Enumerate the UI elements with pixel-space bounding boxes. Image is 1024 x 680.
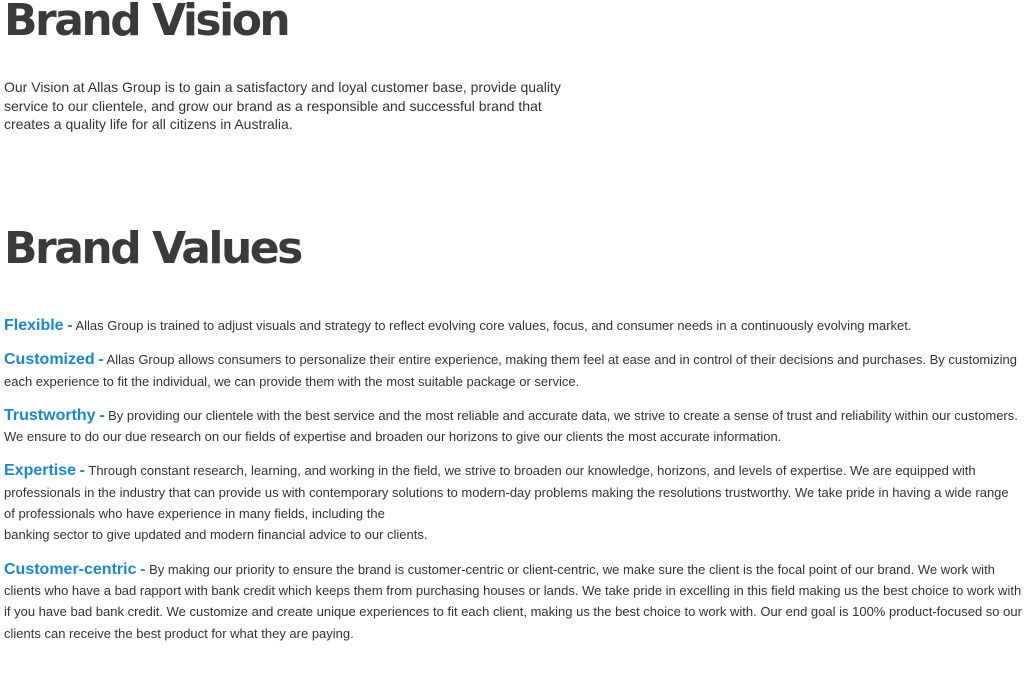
value-text: Through constant research, learning, and working in the field, we strive to broaden our knowledge, horizons, and levels of expertise. We are equipped with professionals in the industry that can provide us with contemporary solutions to modern-day problems making the resolutions trustworthy. We take pride in having a wide range of professionals who have experience in many fields, including the [4, 463, 1009, 522]
value-name: Customer-centric [4, 560, 137, 578]
value-name: Flexible [4, 317, 64, 334]
brand-vision-heading: Brand Vision [4, 0, 289, 46]
value-name: Expertise [4, 462, 77, 480]
value-dash: - [99, 406, 105, 424]
brand-vision-text: Our Vision at Allas Group is to gain a satisfactory and loyal customer base, provide quality service to our clientele, and grow our brand as a responsible and successful brand that creates a quality life for all citizens in Australia. [4, 79, 561, 132]
value-item-customized [4, 349, 1022, 392]
value-text: By making our priority to ensure the brand is customer-centric or client-centric, we make sure the client is the focal point of our brand. We work with clients who have a bad rapport with bank credit which keeps them from purchasing houses or lands. We take pride in excelling in this field making us the best choice to work with if you have bad bank credit. We customize and create unique experiences to fit each client, making us the best choice to work with. Our end goal is 100% product-focused so our clients can receive the best product for what they are paying. [4, 561, 1022, 641]
value-item-customer-centric [4, 559, 1022, 644]
value-name: Trustworthy [4, 406, 96, 424]
value-dash: - [98, 351, 104, 369]
value-item-flexible [4, 315, 1022, 336]
value-text: Allas Group is trained to adjust visuals and strategy to reflect evolving core values, focus, and consumer needs in a continuously evolving market. [75, 318, 912, 333]
value-text: By providing our clientele with the best service and the most reliable and accurate data, we strive to create a sense of trust and reliability within our customers. We ensure to do our due research on our fields of expertise and broaden our horizons to give our clients the most accurate information. [4, 407, 1018, 445]
value-dash: - [79, 462, 85, 480]
value-item-expertise [4, 460, 1022, 545]
brand-values-heading: Brand Values [4, 223, 301, 274]
value-dash: - [67, 317, 73, 334]
value-dash: - [140, 560, 146, 578]
value-item-trustworthy [4, 405, 1022, 448]
brand-values-list [4, 315, 1022, 657]
value-name: Customized [4, 351, 95, 369]
value-text: Allas Group allows consumers to personalize their entire experience, making them feel at ease and in control of their decisions and purchases. By customizing each experience to fit the individual, we can provide them with the most suitable package or service. [4, 352, 1018, 389]
value-text-continued: banking sector to give updated and modern financial advice to our clients. [4, 527, 428, 543]
